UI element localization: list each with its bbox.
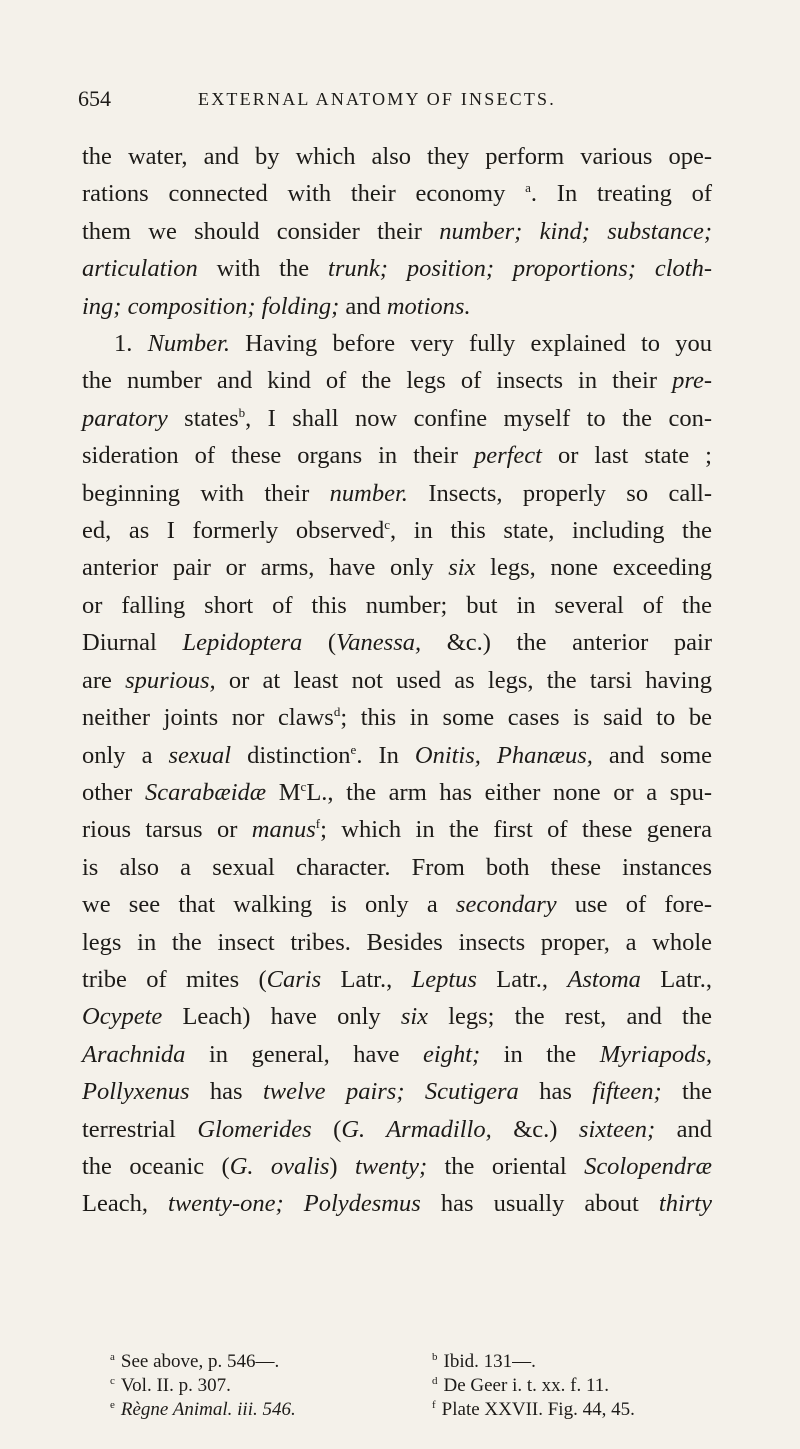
text-line: neither joints nor claws$^d$; this in some cases is said to be [82,703,712,732]
text-line: ed, as I formerly observed$^c$, in this state, including the [82,516,712,545]
text-line: Diurnal Lepidoptera (Vanessa, &c.) the anterior pair [82,629,712,657]
text-line: anterior pair or arms, have only six legs, none exceeding [82,554,712,582]
text-line: rious tarsus or manus$^f$; which in the first of these genera [82,816,712,844]
text-line: Leach, twenty-one; Polydesmus has usually about thirty [82,1190,712,1218]
text-line: sideration of these organs in their perfect or last state ; [82,442,712,470]
text-line: or falling short of this number; but in several of the [82,591,712,619]
text-line: only a sexual distinction$^e$. In Onitis, Phanæus, and some [82,741,713,769]
text-line: are spurious, or at least not used as legs, the tarsi having [82,666,712,694]
text-line: we see that walking is only a secondary use of fore- [82,891,712,919]
text-line: paratory states$^b$, I shall now confine myself to the con- [82,404,712,432]
text-line: ing; composition; folding; and motions. [82,292,471,320]
text-line: beginning with their number. Insects, properly so call- [82,479,712,507]
text-line: the oceanic (G. ovalis) twenty; the oriental Scolopendræ [82,1152,712,1180]
footnote: $^f$ Plate XXVII. Fig. 44, 45. [432,1398,635,1420]
running-title: EXTERNAL ANATOMY OF INSECTS. [198,89,556,109]
text-line: terrestrial Glomerides (G. Armadillo, &c.) sixteen; and [82,1115,712,1143]
footnote: $^d$ De Geer i. t. xx. f. 11. [432,1374,609,1396]
text-line: Pollyxenus has twelve pairs; Scutigera has fifteen; the [82,1078,712,1106]
paragraph-cont [82,362,712,1222]
footnote: $^e$ Règne Animal. iii. 546. [110,1398,296,1420]
text-line: Arachnida in general, have eight; in the Myriapods, [82,1040,712,1068]
text-line: the number and kind of the legs of insects in their pre- [82,367,712,395]
page-header [78,86,718,122]
footnote-row [92,1374,732,1398]
footnote: $^a$ See above, p. 546—. [110,1350,280,1372]
text-line: other Scarabæidæ $M^cL$., the arm has either none or a spu- [82,778,712,806]
text-line: articulation with the trunk; position; proportions; cloth- [82,255,712,283]
text-line: is also a sexual character. From both these instances [82,853,712,881]
paragraph [82,325,712,362]
text-line: the water, and by which also they perform various ope- [82,143,712,170]
footnotes [92,1350,732,1422]
body-text [82,138,712,1223]
text-line: tribe of mites (Caris Latr., Leptus Latr., Astoma Latr., [82,965,712,993]
text-line: Ocypete Leach) have only six legs; the rest, and the [82,1003,712,1031]
text-line: legs in the insect tribes. Besides insects proper, a whole [82,928,712,956]
text-line: rations connected with their economy $^a$. In treating of [82,180,712,208]
page-number: 654 [78,86,111,111]
footnote-row [92,1398,732,1422]
text-line: them we should consider their number; kind; substance; [82,217,712,245]
paragraph [82,138,712,325]
footnote: $^c$ Vol. II. p. 307. [110,1374,231,1396]
footnote-row [92,1350,732,1374]
footnote: $^b$ Ibid. 131—. [432,1350,536,1372]
text-line: 1. Number. Having before very fully explained to you [114,330,712,358]
